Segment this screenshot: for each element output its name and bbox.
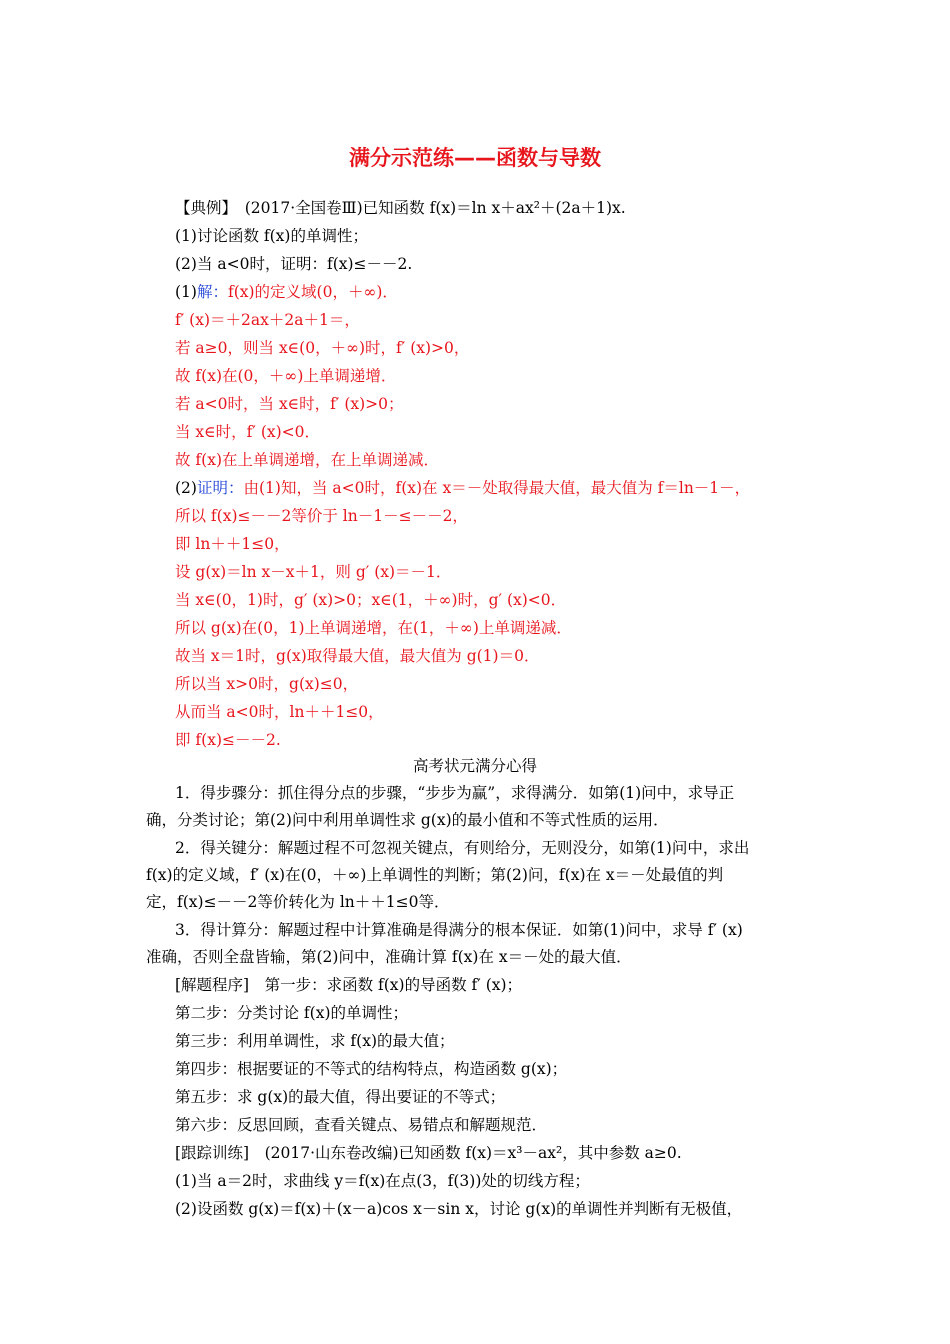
proof-line: 即 f(x)≤－－2. xyxy=(175,731,281,749)
tip-line: 3．得计算分：解题过程中计算准确是得满分的根本保证．如第(1)问中，求导 f′ (x) xyxy=(175,921,743,939)
solution-part-2-text: 由(1)知，当 a<0时，f(x)在 x＝－处取得最大值，最大值为 f＝ln－1－， xyxy=(243,479,751,497)
proof-line: 所以 f(x)≤－－2等价于 ln－1－≤－－2， xyxy=(175,507,468,525)
tip-line: 准确，否则全盘皆输，第(2)问中，准确计算 f(x)在 x＝－处的最大值． xyxy=(146,948,632,966)
procedure-line: 第四步：根据要证的不等式的结构特点，构造函数 g(x)； xyxy=(175,1060,568,1078)
problem-question-1: (1)讨论函数 f(x)的单调性； xyxy=(175,227,368,245)
solution-line: 若 a≥0，则当 x∈(0，＋∞)时，f′ (x)>0， xyxy=(175,339,470,357)
solution-part-1-text: f(x)的定义域(0，＋∞)． xyxy=(227,283,398,301)
proof-line: 从而当 a<0时，ln＋＋1≤0， xyxy=(175,703,384,721)
proof-line: 当 x∈(0，1)时，g′ (x)>0；x∈(1，＋∞)时，g′ (x)<0． xyxy=(175,591,567,609)
tip-line: 定，f(x)≤－－2等价转化为 ln＋＋1≤0等． xyxy=(146,893,450,911)
solution-tag: 解： xyxy=(196,283,228,301)
proof-line: 设 g(x)＝ln x－x＋1，则 g′ (x)＝－1． xyxy=(175,563,452,581)
procedure-line: 第五步：求 g(x)的最大值，得出要证的不等式； xyxy=(175,1088,506,1106)
problem-intro: 【典例】 (2017·全国卷Ⅲ)已知函数 f(x)＝ln x＋ax²＋(2a＋1)x. xyxy=(175,199,626,217)
proof-line: 所以 g(x)在(0，1)上单调递增，在(1，＋∞)上单调递减． xyxy=(175,619,572,637)
training-line: [跟踪训练] (2017·山东卷改编)已知函数 f(x)＝x³－ax²，其中参数 a≥0. xyxy=(175,1144,682,1162)
tip-line: 2．得关键分：解题过程不可忽视关键点，有则给分，无则没分，如第(1)问中，求出 xyxy=(175,839,750,857)
procedure-line: [解题程序] 第一步：求函数 f(x)的导函数 f′ (x)； xyxy=(175,976,523,994)
tip-line: f(x)的定义域，f′ (x)在(0，＋∞)上单调性的判断；第(2)问，f(x)在 x＝－处最值的判 xyxy=(146,866,724,884)
solution-part-1-header xyxy=(175,282,398,302)
solution-part-2-label: (2) xyxy=(175,479,197,497)
solution-line: 故 f(x)在(0，＋∞)上单调递增． xyxy=(175,367,397,385)
solution-part-1-label: (1) xyxy=(175,283,197,301)
proof-line: 即 ln＋＋1≤0， xyxy=(175,535,290,553)
solution-line: f′ (x)＝＋2ax＋2a＋1＝， xyxy=(175,311,360,329)
solution-line: 故 f(x)在上单调递增，在上单调递减． xyxy=(175,451,440,469)
training-line: (2)设函数 g(x)＝f(x)＋(x－a)cos x－sin x，讨论 g(x)的单调性并判断有无极值， xyxy=(175,1200,743,1218)
page-title: 满分示范练——函数与导数 xyxy=(349,146,601,170)
proof-line: 所以当 x>0时，g(x)≤0， xyxy=(175,675,359,693)
proof-tag: 证明： xyxy=(196,479,244,497)
solution-line: 若 a<0时，当 x∈时，f′ (x)>0； xyxy=(175,395,404,413)
proof-line: 故当 x＝1时，g(x)取得最大值，最大值为 g(1)＝0． xyxy=(175,647,540,665)
procedure-line: 第六步：反思回顾，查看关键点、易错点和解题规范． xyxy=(175,1116,548,1134)
solution-part-2-header xyxy=(175,478,750,498)
solution-line: 当 x∈时，f′ (x)<0． xyxy=(175,423,321,441)
procedure-line: 第三步：利用单调性，求 f(x)的最大值； xyxy=(175,1032,455,1050)
tip-line: 确，分类讨论；第(2)问中利用单调性求 g(x)的最小值和不等式性质的运用． xyxy=(146,811,669,829)
tips-heading: 高考状元满分心得 xyxy=(412,757,537,775)
tip-line: 1．得步骤分：抓住得分点的步骤，“步步为赢”，求得满分．如第(1)问中，求导正 xyxy=(175,784,735,802)
procedure-line: 第二步：分类讨论 f(x)的单调性； xyxy=(175,1004,409,1022)
training-line: (1)当 a＝2时，求曲线 y＝f(x)在点(3，f(3))处的切线方程； xyxy=(175,1172,590,1190)
problem-question-2: (2)当 a<0时，证明：f(x)≤－－2. xyxy=(175,255,413,273)
